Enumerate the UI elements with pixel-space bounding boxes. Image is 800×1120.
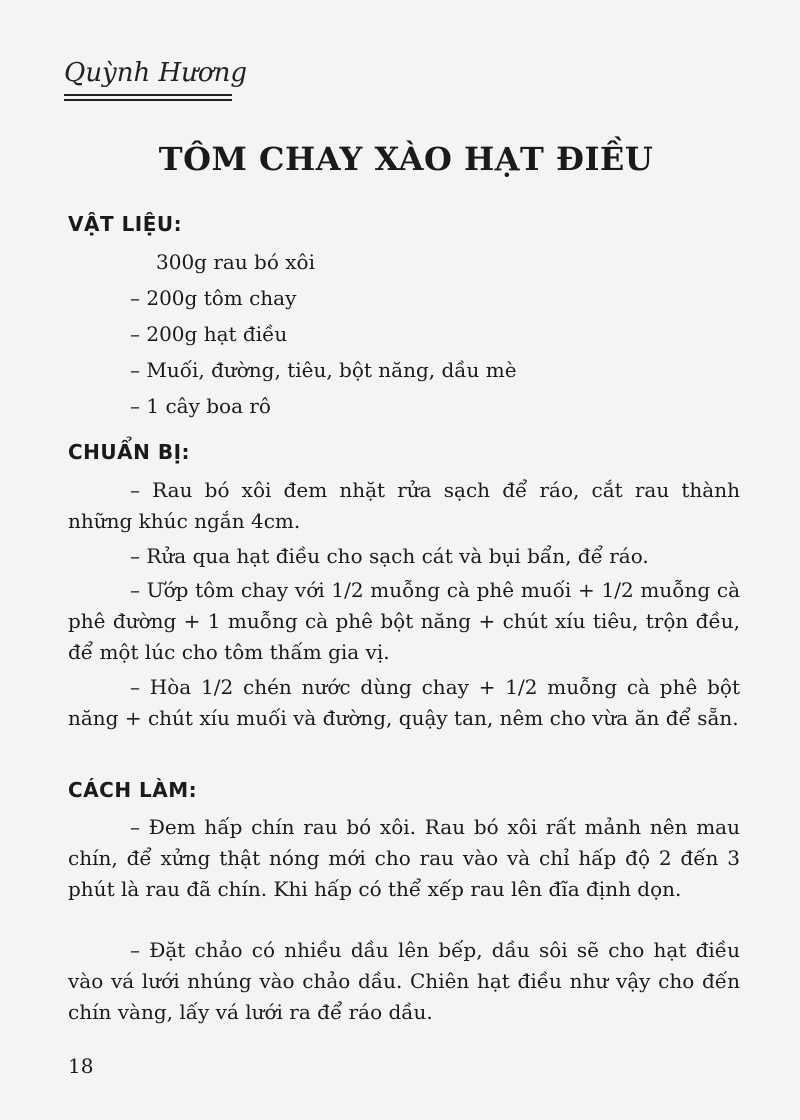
running-head: Quỳnh Hương	[64, 58, 247, 88]
method-step: – Đặt chảo có nhiều dầu lên bếp, dầu sôi sẽ cho hạt điều vào vá lưới nhúng vào chảo dầu. Chiên hạt điều như vậy cho đến chín vàng, lấy vá lưới ra để ráo dầu.	[68, 938, 740, 1024]
preparation-step: – Rau bó xôi đem nhặt rửa sạch để ráo, cắt rau thành những khúc ngắn 4cm.	[68, 478, 740, 533]
ingredient-item: 300g rau bó xôi	[156, 250, 315, 274]
ingredient-item: – 200g hạt điều	[130, 322, 288, 346]
ingredient-item: – 1 cây boa rô	[130, 394, 271, 418]
ingredient-item: – 200g tôm chay	[130, 286, 297, 310]
page-number: 18	[68, 1054, 94, 1078]
recipe-title: TÔM CHAY XÀO HẠT ĐIỀU	[158, 140, 654, 178]
preparation-step: – Ướp tôm chay với 1/2 muỗng cà phê muối + 1/2 muỗng cà phê đường + 1 muỗng cà phê bột năng + chút xíu tiêu, trộn đều, để một lúc cho tôm thấm gia vị.	[68, 578, 740, 664]
running-head-underline-second	[64, 99, 232, 101]
preparation-step: – Hòa 1/2 chén nước dùng chay + 1/2 muỗng cà phê bột năng + chút xíu muối và đường, quậy tan, nêm cho vừa ăn để sẵn.	[68, 675, 740, 730]
method-heading: CÁCH LÀM:	[68, 778, 198, 802]
preparation-step: – Rửa qua hạt điều cho sạch cát và bụi bẩn, để ráo.	[130, 544, 649, 568]
running-head-underline	[64, 94, 232, 96]
ingredient-item: – Muối, đường, tiêu, bột năng, dầu mè	[130, 358, 517, 382]
ingredients-heading: VẬT LIỆU:	[68, 212, 183, 236]
preparation-heading: CHUẨN BỊ:	[68, 440, 191, 464]
method-step: – Đem hấp chín rau bó xôi. Rau bó xôi rất mảnh nên mau chín, để xửng thật nóng mới cho rau vào và chỉ hấp độ 2 đến 3 phút là rau đã chín. Khi hấp có thể xếp rau lên đĩa định dọn.	[68, 815, 740, 901]
